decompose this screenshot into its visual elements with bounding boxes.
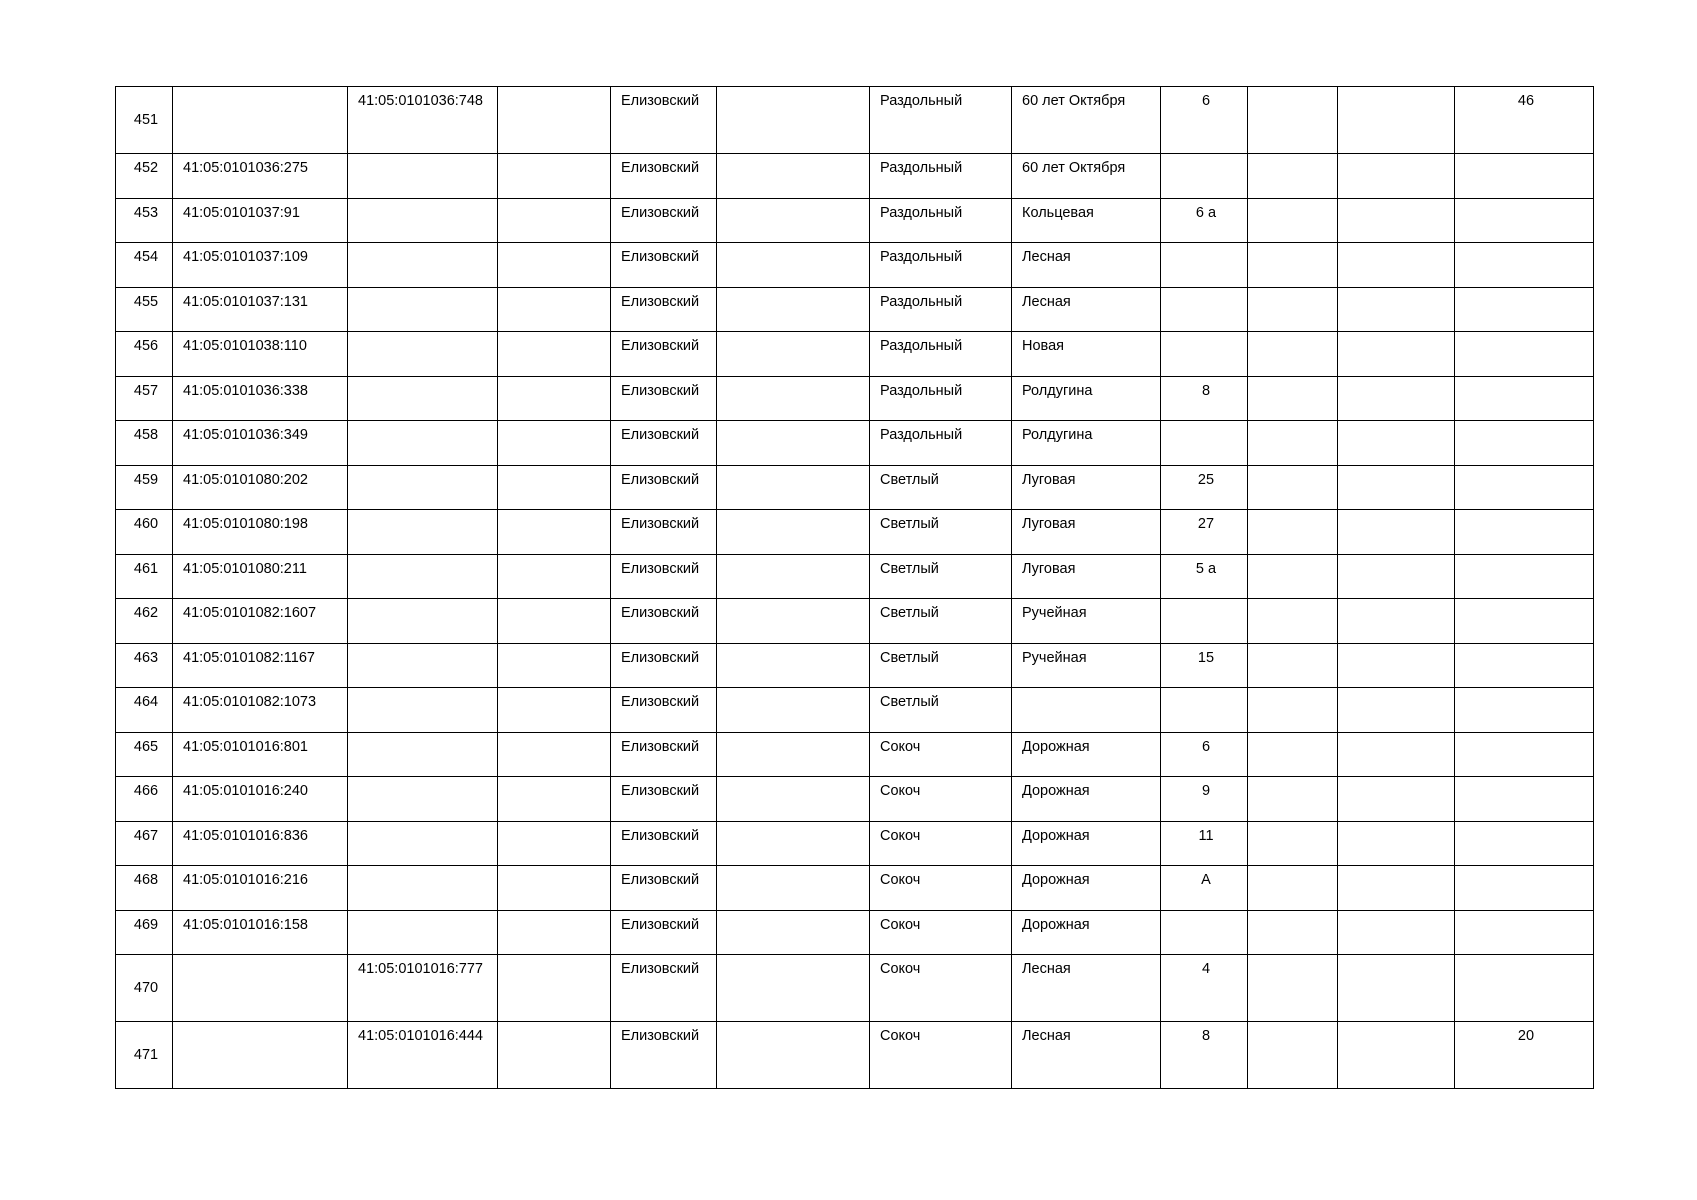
cadastral-number-cell: 41:05:0101080:211 [173,554,348,599]
cadastral-number-cell: 41:05:0101037:109 [173,243,348,288]
value-cell [1455,910,1594,955]
row-number: 458 [116,421,173,466]
empty-cell [498,1022,611,1089]
empty-cell [1248,376,1338,421]
empty-cell [498,421,611,466]
empty-cell [498,154,611,199]
empty-cell [498,376,611,421]
cadastral-number-cell: 41:05:0101016:801 [173,732,348,777]
district-cell: Елизовский [611,866,717,911]
district-cell: Елизовский [611,554,717,599]
cadastral-number-alt-cell [348,243,498,288]
house-number-cell: 15 [1161,643,1248,688]
house-number-cell: 6 а [1161,198,1248,243]
value-cell [1455,643,1594,688]
house-number-cell: 4 [1161,955,1248,1022]
cadastral-number-cell: 41:05:0101037:131 [173,287,348,332]
row-number: 468 [116,866,173,911]
table-row [116,198,1594,243]
value-cell: 20 [1455,1022,1594,1089]
settlement-cell: Светлый [870,688,1012,733]
empty-cell [1248,643,1338,688]
empty-cell [1338,866,1455,911]
row-number: 471 [116,1022,173,1089]
table-row [116,421,1594,466]
empty-cell [717,732,870,777]
table-row [116,332,1594,377]
value-cell [1455,732,1594,777]
house-number-cell: 25 [1161,465,1248,510]
empty-cell [1338,465,1455,510]
row-number: 460 [116,510,173,555]
empty-cell [1338,821,1455,866]
street-cell: 60 лет Октября [1012,154,1161,199]
district-cell: Елизовский [611,376,717,421]
cadastral-number-cell: 41:05:0101016:240 [173,777,348,822]
district-cell: Елизовский [611,732,717,777]
empty-cell [717,510,870,555]
row-number: 456 [116,332,173,377]
empty-cell [1338,376,1455,421]
row-number: 470 [116,955,173,1022]
cadastral-number-cell: 41:05:0101038:110 [173,332,348,377]
empty-cell [1248,421,1338,466]
settlement-cell: Раздольный [870,376,1012,421]
cadastral-number-cell: 41:05:0101036:275 [173,154,348,199]
street-cell: Ручейная [1012,643,1161,688]
empty-cell [717,421,870,466]
settlement-cell: Раздольный [870,198,1012,243]
table-row [116,732,1594,777]
cadastral-number-alt-cell [348,198,498,243]
empty-cell [498,198,611,243]
cadastral-number-alt-cell: 41:05:0101036:748 [348,87,498,154]
cadastral-number-alt-cell [348,821,498,866]
empty-cell [1338,688,1455,733]
cadastral-number-alt-cell [348,866,498,911]
cadastral-number-cell [173,1022,348,1089]
house-number-cell [1161,910,1248,955]
empty-cell [717,599,870,644]
settlement-cell: Светлый [870,465,1012,510]
settlement-cell: Сокоч [870,1022,1012,1089]
empty-cell [717,332,870,377]
row-number: 459 [116,465,173,510]
table-row [116,910,1594,955]
empty-cell [498,87,611,154]
house-number-cell: 6 [1161,732,1248,777]
settlement-cell: Раздольный [870,243,1012,288]
table-row [116,777,1594,822]
settlement-cell: Раздольный [870,332,1012,377]
table-row [116,87,1594,154]
value-cell [1455,243,1594,288]
house-number-cell: 8 [1161,376,1248,421]
cadastral-number-cell: 41:05:0101036:338 [173,376,348,421]
settlement-cell: Светлый [870,554,1012,599]
value-cell: 46 [1455,87,1594,154]
empty-cell [498,510,611,555]
empty-cell [717,955,870,1022]
cadastral-number-cell [173,955,348,1022]
house-number-cell: 6 [1161,87,1248,154]
row-number: 466 [116,777,173,822]
settlement-cell: Сокоч [870,777,1012,822]
cadastral-number-alt-cell [348,643,498,688]
empty-cell [1338,1022,1455,1089]
empty-cell [717,910,870,955]
empty-cell [1248,955,1338,1022]
district-cell: Елизовский [611,1022,717,1089]
settlement-cell: Светлый [870,510,1012,555]
house-number-cell [1161,287,1248,332]
district-cell: Елизовский [611,955,717,1022]
street-cell: Кольцевая [1012,198,1161,243]
empty-cell [1338,421,1455,466]
cadastral-number-cell: 41:05:0101016:216 [173,866,348,911]
row-number: 467 [116,821,173,866]
empty-cell [717,465,870,510]
empty-cell [498,688,611,733]
empty-cell [1248,243,1338,288]
empty-cell [1248,465,1338,510]
table-row [116,1022,1594,1089]
street-cell: Луговая [1012,510,1161,555]
empty-cell [1248,198,1338,243]
settlement-cell: Светлый [870,599,1012,644]
house-number-cell: А [1161,866,1248,911]
empty-cell [498,332,611,377]
empty-cell [1338,910,1455,955]
street-cell: Дорожная [1012,866,1161,911]
empty-cell [498,287,611,332]
cadastral-number-alt-cell [348,554,498,599]
cadastral-number-alt-cell [348,287,498,332]
street-cell: Луговая [1012,465,1161,510]
row-number: 454 [116,243,173,288]
street-cell: 60 лет Октября [1012,87,1161,154]
empty-cell [1338,332,1455,377]
house-number-cell [1161,243,1248,288]
value-cell [1455,154,1594,199]
empty-cell [498,465,611,510]
empty-cell [717,866,870,911]
district-cell: Елизовский [611,287,717,332]
empty-cell [498,777,611,822]
empty-cell [717,287,870,332]
row-number: 462 [116,599,173,644]
row-number: 464 [116,688,173,733]
empty-cell [1338,955,1455,1022]
value-cell [1455,599,1594,644]
cadastral-number-alt-cell [348,688,498,733]
empty-cell [1248,732,1338,777]
value-cell [1455,777,1594,822]
district-cell: Елизовский [611,910,717,955]
district-cell: Елизовский [611,87,717,154]
cadastral-number-cell: 41:05:0101082:1167 [173,643,348,688]
settlement-cell: Раздольный [870,87,1012,154]
empty-cell [1338,732,1455,777]
table-row [116,554,1594,599]
empty-cell [498,821,611,866]
empty-cell [717,554,870,599]
cadastral-number-alt-cell [348,465,498,510]
empty-cell [498,643,611,688]
empty-cell [498,732,611,777]
empty-cell [717,821,870,866]
house-number-cell [1161,332,1248,377]
empty-cell [717,643,870,688]
empty-cell [1248,910,1338,955]
empty-cell [498,866,611,911]
house-number-cell: 8 [1161,1022,1248,1089]
empty-cell [498,554,611,599]
table-row [116,376,1594,421]
empty-cell [1248,599,1338,644]
house-number-cell: 5 а [1161,554,1248,599]
table-row [116,599,1594,644]
empty-cell [1248,154,1338,199]
value-cell [1455,421,1594,466]
settlement-cell: Сокоч [870,821,1012,866]
street-cell: Луговая [1012,554,1161,599]
empty-cell [717,87,870,154]
house-number-cell: 9 [1161,777,1248,822]
table-row [116,287,1594,332]
district-cell: Елизовский [611,465,717,510]
empty-cell [1338,87,1455,154]
registry-table-body [116,87,1594,1089]
table-row [116,821,1594,866]
empty-cell [1338,154,1455,199]
empty-cell [1248,332,1338,377]
settlement-cell: Раздольный [870,421,1012,466]
value-cell [1455,198,1594,243]
value-cell [1455,510,1594,555]
row-number: 455 [116,287,173,332]
cadastral-number-cell: 41:05:0101016:836 [173,821,348,866]
empty-cell [717,1022,870,1089]
table-row [116,465,1594,510]
district-cell: Елизовский [611,643,717,688]
cadastral-number-alt-cell [348,910,498,955]
table-row [116,688,1594,733]
table-row [116,243,1594,288]
empty-cell [717,243,870,288]
empty-cell [1248,554,1338,599]
cadastral-number-alt-cell [348,599,498,644]
empty-cell [1248,87,1338,154]
empty-cell [717,198,870,243]
district-cell: Елизовский [611,154,717,199]
street-cell: Лесная [1012,287,1161,332]
row-number: 453 [116,198,173,243]
value-cell [1455,465,1594,510]
cadastral-number-alt-cell [348,732,498,777]
district-cell: Елизовский [611,821,717,866]
cadastral-number-cell: 41:05:0101082:1607 [173,599,348,644]
value-cell [1455,332,1594,377]
house-number-cell: 27 [1161,510,1248,555]
street-cell: Дорожная [1012,777,1161,822]
settlement-cell: Сокоч [870,866,1012,911]
table-row [116,866,1594,911]
cadastral-number-alt-cell [348,777,498,822]
empty-cell [498,910,611,955]
empty-cell [1338,243,1455,288]
street-cell: Лесная [1012,955,1161,1022]
street-cell: Дорожная [1012,910,1161,955]
settlement-cell: Сокоч [870,955,1012,1022]
cadastral-number-cell: 41:05:0101036:349 [173,421,348,466]
district-cell: Елизовский [611,198,717,243]
empty-cell [498,243,611,288]
cadastral-number-cell: 41:05:0101080:202 [173,465,348,510]
district-cell: Елизовский [611,777,717,822]
empty-cell [1338,643,1455,688]
street-cell: Лесная [1012,243,1161,288]
settlement-cell: Сокоч [870,732,1012,777]
value-cell [1455,821,1594,866]
empty-cell [498,599,611,644]
empty-cell [717,688,870,733]
table-row [116,955,1594,1022]
cadastral-number-alt-cell [348,332,498,377]
row-number: 451 [116,87,173,154]
empty-cell [1338,510,1455,555]
empty-cell [1248,866,1338,911]
empty-cell [1338,198,1455,243]
street-cell: Дорожная [1012,732,1161,777]
settlement-cell: Светлый [870,643,1012,688]
street-cell [1012,688,1161,733]
empty-cell [1248,287,1338,332]
district-cell: Елизовский [611,510,717,555]
cadastral-number-alt-cell: 41:05:0101016:444 [348,1022,498,1089]
empty-cell [717,777,870,822]
empty-cell [1338,777,1455,822]
street-cell: Дорожная [1012,821,1161,866]
empty-cell [1338,599,1455,644]
value-cell [1455,287,1594,332]
district-cell: Елизовский [611,599,717,644]
house-number-cell [1161,421,1248,466]
cadastral-number-alt-cell [348,376,498,421]
row-number: 469 [116,910,173,955]
empty-cell [1248,821,1338,866]
settlement-cell: Раздольный [870,154,1012,199]
table-row [116,154,1594,199]
cadastral-number-alt-cell [348,154,498,199]
settlement-cell: Сокоч [870,910,1012,955]
empty-cell [1248,510,1338,555]
value-cell [1455,554,1594,599]
empty-cell [1248,1022,1338,1089]
value-cell [1455,688,1594,733]
row-number: 457 [116,376,173,421]
cadastral-number-cell: 41:05:0101016:158 [173,910,348,955]
row-number: 452 [116,154,173,199]
empty-cell [717,154,870,199]
row-number: 465 [116,732,173,777]
empty-cell [498,955,611,1022]
table-row [116,510,1594,555]
cadastral-number-alt-cell: 41:05:0101016:777 [348,955,498,1022]
street-cell: Новая [1012,332,1161,377]
value-cell [1455,376,1594,421]
house-number-cell: 11 [1161,821,1248,866]
empty-cell [1338,554,1455,599]
house-number-cell [1161,599,1248,644]
street-cell: Ручейная [1012,599,1161,644]
settlement-cell: Раздольный [870,287,1012,332]
district-cell: Елизовский [611,688,717,733]
cadastral-number-cell: 41:05:0101037:91 [173,198,348,243]
cadastral-number-cell: 41:05:0101082:1073 [173,688,348,733]
district-cell: Елизовский [611,421,717,466]
empty-cell [717,376,870,421]
empty-cell [1248,777,1338,822]
cadastral-number-alt-cell [348,510,498,555]
cadastral-number-alt-cell [348,421,498,466]
cadastral-number-cell [173,87,348,154]
house-number-cell [1161,154,1248,199]
district-cell: Елизовский [611,332,717,377]
table-row [116,643,1594,688]
cadastral-number-cell: 41:05:0101080:198 [173,510,348,555]
street-cell: Лесная [1012,1022,1161,1089]
street-cell: Ролдугина [1012,421,1161,466]
row-number: 463 [116,643,173,688]
value-cell [1455,866,1594,911]
row-number: 461 [116,554,173,599]
house-number-cell [1161,688,1248,733]
value-cell [1455,955,1594,1022]
empty-cell [1338,287,1455,332]
street-cell: Ролдугина [1012,376,1161,421]
empty-cell [1248,688,1338,733]
registry-table [115,86,1594,1089]
district-cell: Елизовский [611,243,717,288]
